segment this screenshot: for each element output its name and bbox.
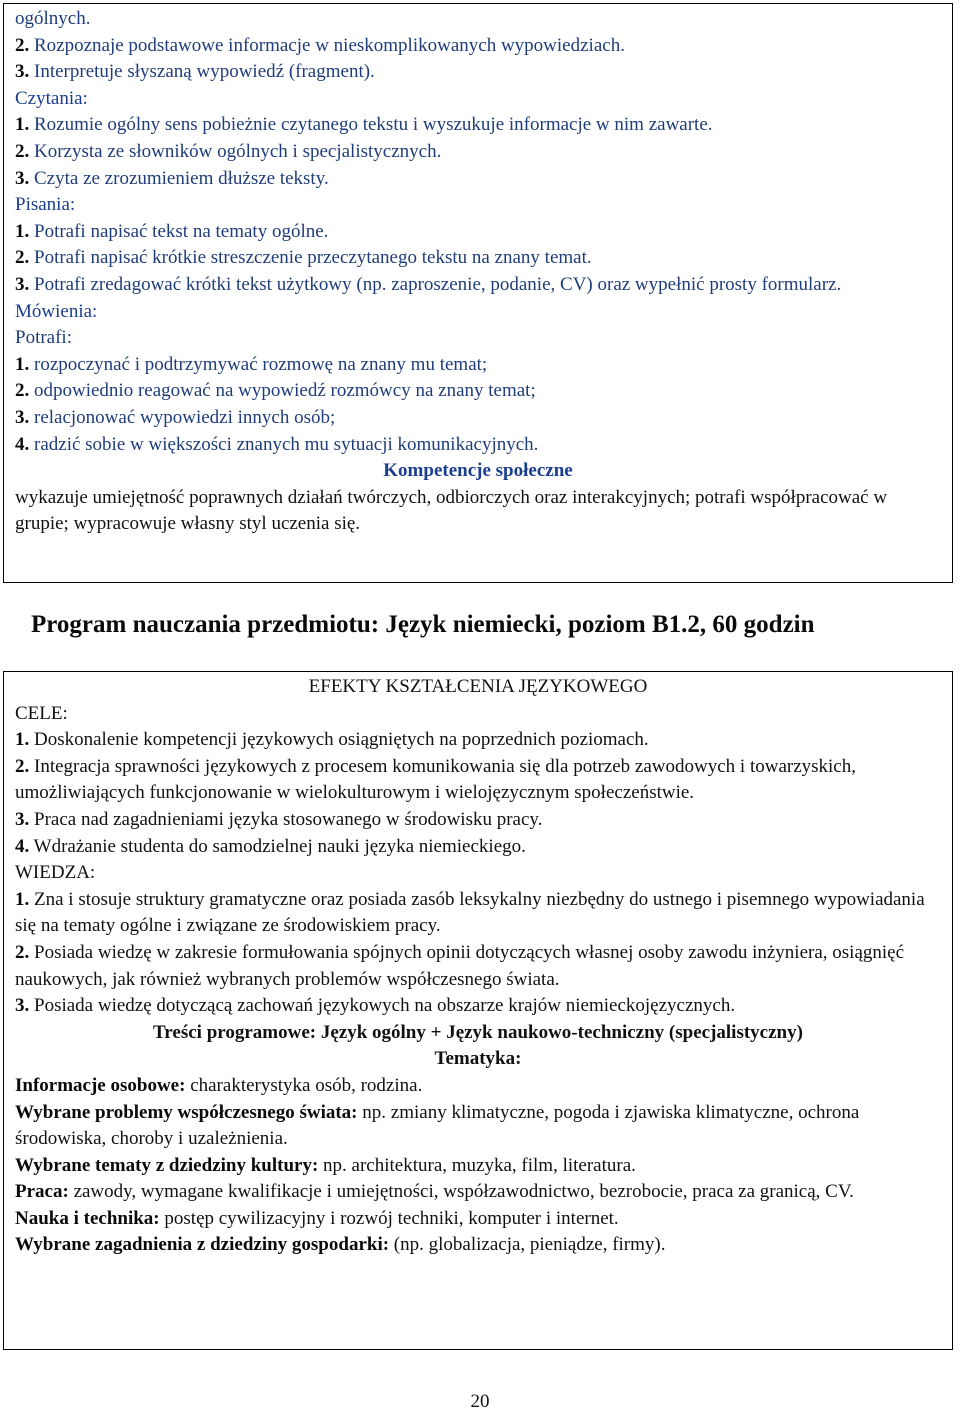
speaking-heading: Mówienia: bbox=[15, 300, 98, 322]
program-box bbox=[3, 671, 953, 1350]
speaking-item: 2. odpowiednio reagować na wypowiedź rozmówcy na znany temat; bbox=[15, 380, 536, 402]
topic-item: Wybrane tematy z dziedziny kultury: np. architektura, muzyka, film, literatura. bbox=[15, 1154, 636, 1176]
content-heading: Treści programowe: Język ogólny + Język naukowo-techniczny (specjalistyczny) bbox=[153, 1021, 803, 1043]
topic-item: Informacje osobowe: charakterystyka osób, rodzina. bbox=[15, 1074, 423, 1096]
reading-item: 1. Rozumie ogólny sens pobieżnie czytanego tekstu i wyszukuje informacje w nim zawarte. bbox=[15, 114, 713, 136]
goal-item: 2. Integracja sprawności językowych z procesem komunikowania się dla potrzeb zawodowych i towarzyskich, umożliwiających funkcjonowanie w wielokulturowym i wielojęzycznym społeczeństwie. bbox=[15, 755, 856, 804]
writing-item: 3. Potrafi zredagować krótki tekst użytkowy (np. zaproszenie, podanie, CV) oraz wypełnić prosty formularz. bbox=[15, 273, 842, 295]
listening-item-continuation: ogólnych. bbox=[15, 8, 91, 29]
knowledge-item: 1. Zna i stosuje struktury gramatyczne oraz posiada zasób leksykalny niezbędny do ustnego i pisemnego wypowiadania się na tematy ogólne i związane ze środowiskiem pracy. bbox=[15, 888, 925, 937]
goal-item: 3. Praca nad zagadnieniami języka stosowanego w środowisku pracy. bbox=[15, 808, 543, 830]
writing-item: 1. Potrafi napisać tekst na tematy ogólne. bbox=[15, 220, 329, 242]
reading-item: 3. Czyta ze zrozumieniem dłuższe teksty. bbox=[15, 167, 329, 189]
topic-item: Wybrane zagadnienia z dziedziny gospodarki: (np. globalizacja, pieniądze, firmy). bbox=[15, 1234, 666, 1256]
effects-heading: EFEKTY KSZTAŁCENIA JĘZYKOWEGO bbox=[308, 676, 648, 697]
topic-item: Praca: zawody, wymagane kwalifikacje i umiejętności, współzawodnictwo, bezrobocie, praca za granicą, CV. bbox=[15, 1181, 854, 1203]
listening-item: 3. Interpretuje słyszaną wypowiedź (fragment). bbox=[15, 61, 375, 83]
goals-heading: CELE: bbox=[15, 702, 68, 724]
goal-item: 1. Doskonalenie kompetencji językowych osiągniętych na poprzednich poziomach. bbox=[15, 729, 649, 751]
reading-item: 2. Korzysta ze słowników ogólnych i specjalistycznych. bbox=[15, 140, 442, 162]
knowledge-item: 2. Posiada wiedzę w zakresie formułowania spójnych opinii dotyczących własnej osoby zawodu inżyniera, osiągnięć naukowych, jak również wybranych problemów współczesnego świata. bbox=[15, 941, 905, 990]
speaking-item: 1. rozpoczynać i podtrzymywać rozmowę na znany mu temat; bbox=[15, 353, 488, 375]
goal-item: 4. Wdrażanie studenta do samodzielnej nauki języka niemieckiego. bbox=[15, 835, 526, 857]
writing-heading: Pisania: bbox=[15, 194, 76, 216]
speaking-intro: Potrafi: bbox=[15, 327, 72, 349]
page-number: 20 bbox=[470, 1391, 490, 1412]
topic-item: Wybrane problemy współczesnego świata: np. zmiany klimatyczne, pogoda i zjawiska klimatyczne, ochrona środowiska, choroby i uzależnienia. bbox=[15, 1101, 860, 1150]
social-competence-text: wykazuje umiejętność poprawnych działań twórczych, odbiorczych oraz interakcyjnych; potrafi współpracować w grupie; wypracowuje własny styl uczenia się. bbox=[15, 486, 888, 535]
program-title: Program nauczania przedmiotu: Język niemiecki, poziom B1.2, 60 godzin bbox=[31, 611, 815, 638]
reading-heading: Czytania: bbox=[15, 87, 88, 109]
listening-item: 2. Rozpoznaje podstawowe informacje w nieskomplikowanych wypowiedziach. bbox=[15, 34, 625, 56]
knowledge-heading: WIEDZA: bbox=[15, 862, 96, 884]
writing-item: 2. Potrafi napisać krótkie streszczenie przeczytanego tekstu na znany temat. bbox=[15, 247, 592, 269]
speaking-item: 4. radzić sobie w większości znanych mu sytuacji komunikacyjnych. bbox=[15, 433, 539, 455]
social-competence-heading: Kompetencje społeczne bbox=[383, 460, 573, 482]
topic-item: Nauka i technika: postęp cywilizacyjny i rozwój techniki, komputer i internet. bbox=[15, 1207, 619, 1229]
skills-box bbox=[3, 3, 953, 583]
speaking-item: 3. relacjonować wypowiedzi innych osób; bbox=[15, 406, 336, 428]
topics-heading: Tematyka: bbox=[434, 1048, 522, 1070]
knowledge-item: 3. Posiada wiedzę dotyczącą zachowań językowych na obszarze krajów niemieckojęzycznych. bbox=[15, 995, 736, 1017]
